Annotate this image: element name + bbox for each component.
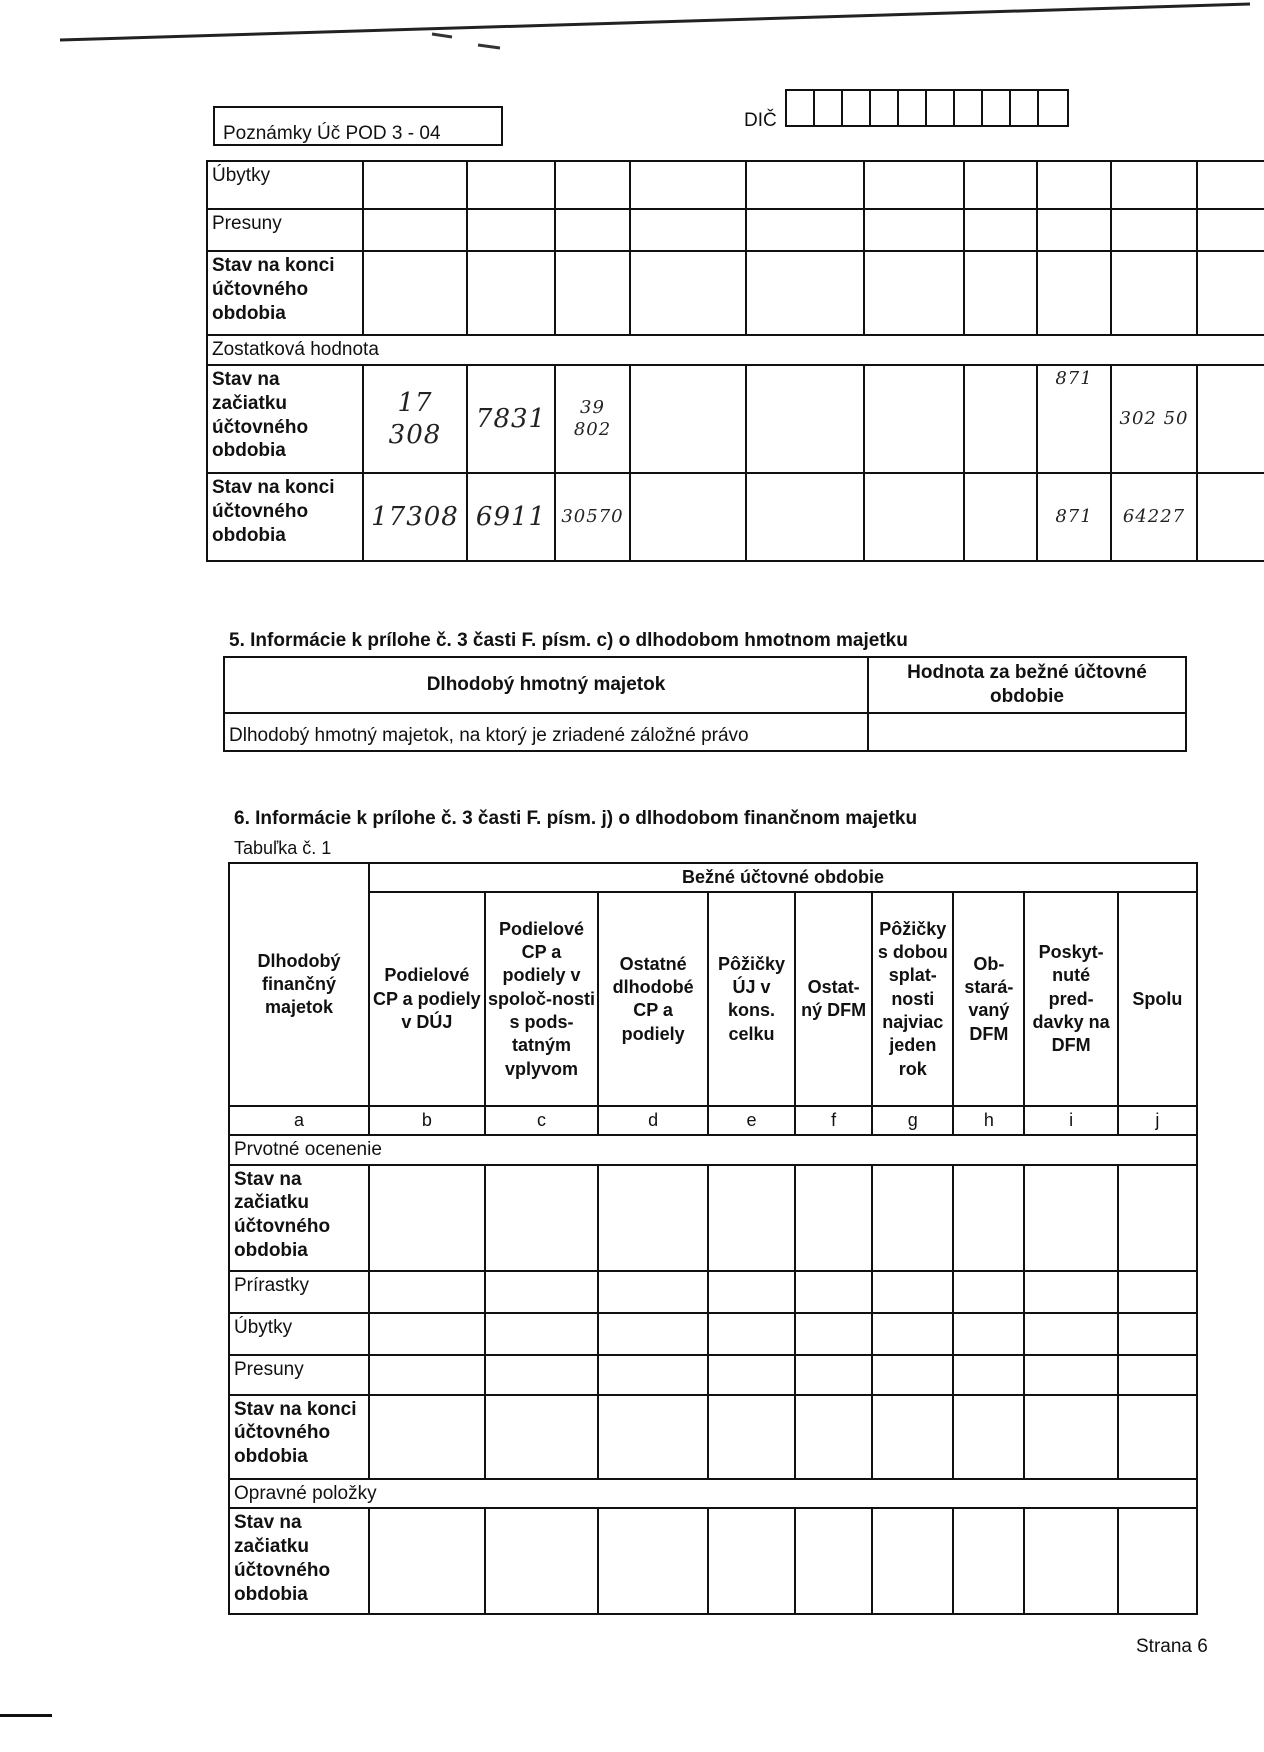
- table-label: Tabuľka č. 1: [234, 838, 332, 858]
- col-header-f: Ostat-ný DFM: [795, 892, 872, 1106]
- letter-b: b: [369, 1106, 485, 1135]
- col-header-d: Ostatné dlhodobé CP a podiely: [598, 892, 708, 1106]
- hand-value[interactable]: 39 802: [555, 365, 630, 473]
- col-header-e: Pôžičky ÚJ v kons. celku: [708, 892, 795, 1106]
- hand-value[interactable]: 871: [1037, 473, 1111, 561]
- dic-label: DIČ: [744, 110, 777, 131]
- col-header-a: Dlhodobý finančný majetok: [229, 863, 369, 1106]
- letter-j: j: [1118, 1106, 1197, 1135]
- hand-value[interactable]: 871: [1037, 365, 1111, 473]
- section-initial-valuation: Prvotné ocenenie: [229, 1135, 1197, 1165]
- financial-assets-table: [228, 862, 1198, 1615]
- col-header-j: Spolu: [1118, 892, 1197, 1106]
- letter-c: c: [485, 1106, 599, 1135]
- section-residual-value: Zostatková hodnota: [207, 335, 1264, 365]
- group-header-current: Bežné účtovné obdobie: [369, 863, 1197, 892]
- col-header-i: Poskyt-nuté pred-davky na DFM: [1024, 892, 1117, 1106]
- section-adjustments: Opravné položky: [229, 1479, 1197, 1509]
- dic-input-boxes[interactable]: [785, 89, 1069, 127]
- row-label-stav-zaciatku-adj: Stav na začiatku účtovného obdobia: [229, 1508, 369, 1614]
- row-label-stav-zaciatku: Stav na začiatku účtovného obdobia: [207, 365, 363, 473]
- residual-value-table: [206, 160, 1264, 562]
- hand-value[interactable]: 7831: [467, 365, 555, 473]
- tangible-assets-table: [223, 656, 1187, 752]
- hand-value[interactable]: 302 50: [1111, 365, 1197, 473]
- row-label-pledged: Dlhodobý hmotný majetok, na ktorý je zriadené záložné právo: [224, 713, 868, 751]
- letter-e: e: [708, 1106, 795, 1135]
- row-label-ubytky: Úbytky: [229, 1313, 369, 1355]
- col-header-b: Podielové CP a podiely v DÚJ: [369, 892, 485, 1106]
- hand-value[interactable]: 64227: [1111, 473, 1197, 561]
- col-header-c: Podielové CP a podiely v spoloč-nosti s pods-tatným vplyvom: [485, 892, 599, 1106]
- row-label-stav-konci: Stav na konci účtovného obdobia: [229, 1395, 369, 1479]
- row-label-stav-konci: Stav na konci účtovného obdobia: [207, 251, 363, 335]
- row-label-presuny: Presuny: [229, 1355, 369, 1395]
- hand-value[interactable]: 6911: [467, 473, 555, 561]
- col-header-tangible: Dlhodobý hmotný majetok: [224, 657, 868, 713]
- col-header-value: Hodnota za bežné účtovné obdobie: [868, 657, 1186, 713]
- col-header-g: Pôžičky s dobou splat-nosti najviac jeden rok: [872, 892, 953, 1106]
- row-label-stav-zaciatku: Stav na začiatku účtovného obdobia: [229, 1165, 369, 1271]
- col-header-h: Ob-stará-vaný DFM: [953, 892, 1024, 1106]
- scan-corner-mark: [0, 1714, 52, 1717]
- row-label-ubytky: Úbytky: [207, 161, 363, 209]
- letter-g: g: [872, 1106, 953, 1135]
- row-label-stav-konci-2: Stav na konci účtovného obdobia: [207, 473, 363, 561]
- section5-title: 5. Informácie k prílohe č. 3 časti F. písm. c) o dlhodobom hmotnom majetku: [229, 630, 908, 651]
- letter-a: a: [229, 1106, 369, 1135]
- hand-value[interactable]: 17 308: [363, 365, 467, 473]
- hand-value[interactable]: 30570: [555, 473, 630, 561]
- page-number: Strana 6: [1136, 1636, 1208, 1657]
- letter-i: i: [1024, 1106, 1117, 1135]
- letter-h: h: [953, 1106, 1024, 1135]
- value-cell[interactable]: [868, 713, 1186, 751]
- letter-d: d: [598, 1106, 708, 1135]
- row-label-prirastky: Prírastky: [229, 1271, 369, 1313]
- row-label-presuny: Presuny: [207, 209, 363, 251]
- section6-title: 6. Informácie k prílohe č. 3 časti F. písm. j) o dlhodobom finančnom majetku: [234, 808, 918, 829]
- form-title-box: [213, 106, 503, 146]
- letter-f: f: [795, 1106, 872, 1135]
- form-title: Poznámky Úč POD 3 - 04: [223, 123, 441, 144]
- hand-value[interactable]: 17308: [363, 473, 467, 561]
